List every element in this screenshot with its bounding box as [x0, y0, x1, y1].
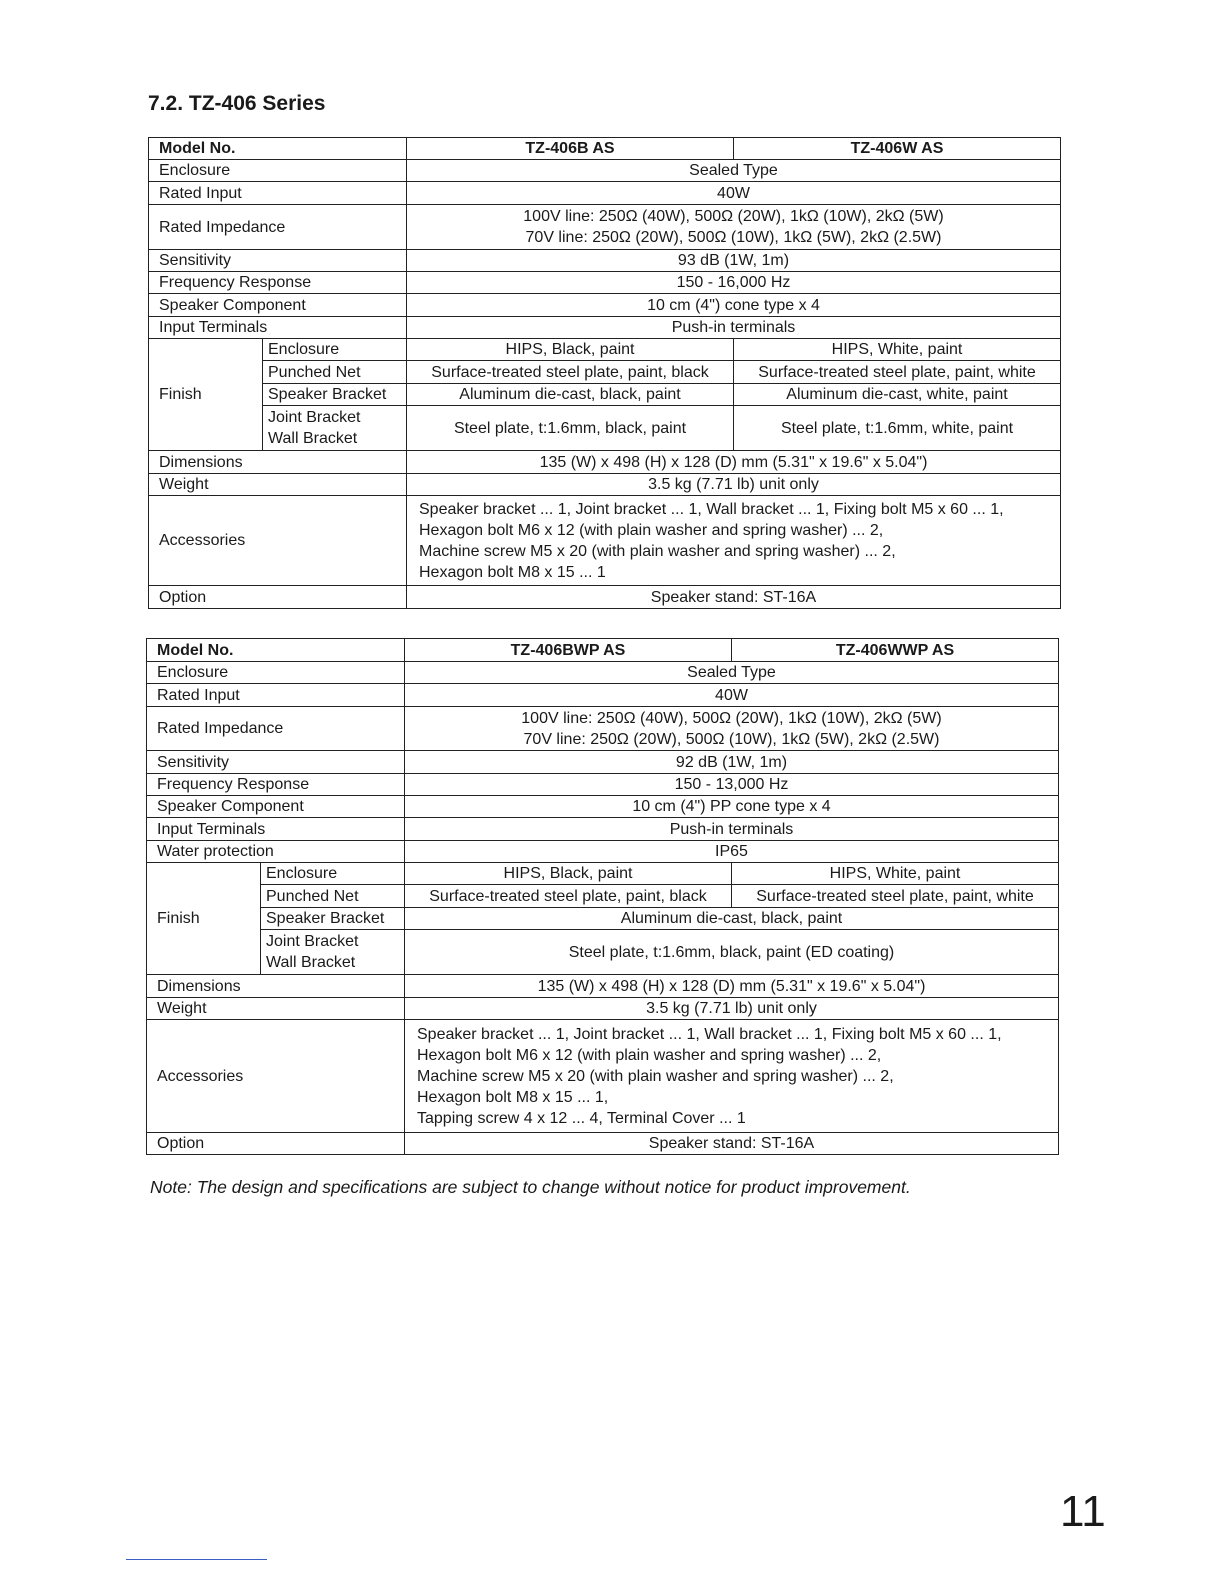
table-row [149, 451, 1061, 474]
frequency-value: 150 - 16,000 Hz [407, 272, 1061, 294]
terminals-label: Input Terminals [147, 818, 405, 841]
punched-net-white: Surface-treated steel plate, paint, white [734, 361, 1061, 384]
punched-net-white: Surface-treated steel plate, paint, white [732, 885, 1059, 908]
table-row [147, 774, 1059, 796]
impedance-label: Rated Impedance [147, 707, 405, 751]
rated-input-value: 40W [405, 684, 1059, 707]
rated-input-value: 40W [407, 182, 1061, 205]
sensitivity-value: 92 dB (1W, 1m) [405, 751, 1059, 774]
component-value: 10 cm (4") PP cone type x 4 [405, 796, 1059, 818]
finish-enclosure-white: HIPS, White, paint [732, 863, 1059, 885]
table-row [149, 294, 1061, 317]
terminals-label: Input Terminals [149, 317, 407, 339]
dimensions-value: 135 (W) x 498 (H) x 128 (D) mm (5.31" x 19.6" x 5.04") [407, 451, 1061, 474]
accessories-label: Accessories [149, 496, 407, 586]
table-row [149, 138, 1061, 160]
option-label: Option [149, 586, 407, 609]
enclosure-label: Enclosure [149, 160, 407, 182]
disclaimer-note: Note: The design and specifications are subject to change without notice for product improvement. [150, 1177, 911, 1197]
joint-wall-bracket-label [263, 406, 407, 451]
dimensions-label: Dimensions [149, 451, 407, 474]
speaker-bracket-value: Aluminum die-cast, black, paint [405, 908, 1059, 930]
table-row [149, 205, 1061, 250]
accessory-line: Hexagon bolt M6 x 12 (with plain washer and spring washer) ... 2, [417, 1046, 882, 1064]
terminals-value: Push-in terminals [405, 818, 1059, 841]
page-number: 11 [1060, 1487, 1106, 1536]
table-row [149, 586, 1061, 609]
model-name-white: TZ-406W AS [734, 138, 1061, 160]
spec-table-tz406-wp [146, 638, 1059, 1155]
table-row [147, 975, 1059, 998]
table-row [149, 182, 1061, 205]
rated-input-label: Rated Input [149, 182, 407, 205]
joint-wall-bracket-label [261, 930, 405, 975]
option-value: Speaker stand: ST-16A [407, 586, 1061, 609]
frequency-label: Frequency Response [149, 272, 407, 294]
table-row [149, 474, 1061, 496]
impedance-value [405, 707, 1059, 751]
punched-net-label: Punched Net [263, 361, 407, 384]
impedance-label: Rated Impedance [149, 205, 407, 250]
finish-enclosure-label: Enclosure [261, 863, 405, 885]
joint-wall-white: Steel plate, t:1.6mm, white, paint [734, 406, 1061, 451]
frequency-value: 150 - 13,000 Hz [405, 774, 1059, 796]
wall-bracket-label: Wall Bracket [266, 954, 356, 971]
table-row [147, 1020, 1059, 1133]
table-row [149, 250, 1061, 272]
component-label: Speaker Component [149, 294, 407, 317]
finish-label: Finish [147, 863, 261, 975]
table-row [147, 796, 1059, 818]
table-row [147, 639, 1059, 662]
table-row [147, 1133, 1059, 1155]
weight-label: Weight [147, 998, 405, 1020]
accessory-line: Hexagon bolt M6 x 12 (with plain washer and spring washer) ... 2, [419, 521, 884, 539]
finish-label: Finish [149, 339, 263, 451]
impedance-value [407, 205, 1061, 250]
table-row [147, 908, 1059, 930]
model-label: Model No. [147, 639, 405, 662]
terminals-value: Push-in terminals [407, 317, 1061, 339]
model-name-black: TZ-406B AS [407, 138, 734, 160]
dimensions-label: Dimensions [147, 975, 405, 998]
accessories-value [405, 1020, 1059, 1133]
speaker-bracket-label: Speaker Bracket [261, 908, 405, 930]
sensitivity-label: Sensitivity [149, 250, 407, 272]
water-protection-label: Water protection [147, 841, 405, 863]
frequency-label: Frequency Response [147, 774, 405, 796]
speaker-bracket-label: Speaker Bracket [263, 384, 407, 406]
table-row [149, 339, 1061, 361]
table-row [147, 662, 1059, 684]
punched-net-black: Surface-treated steel plate, paint, black [405, 885, 732, 908]
scan-mark-line [126, 1559, 267, 1560]
option-value: Speaker stand: ST-16A [405, 1133, 1059, 1155]
table-row [147, 930, 1059, 975]
table-row [147, 751, 1059, 774]
table-row [147, 707, 1059, 751]
section-heading: 7.2. TZ-406 Series [148, 92, 326, 115]
accessory-line: Hexagon bolt M8 x 15 ... 1 [419, 563, 606, 581]
impedance-100v: 100V line: 250Ω (40W), 500Ω (20W), 1kΩ (10W), 2kΩ (5W) [523, 208, 944, 225]
finish-enclosure-white: HIPS, White, paint [734, 339, 1061, 361]
model-name-black: TZ-406BWP AS [405, 639, 732, 662]
impedance-70v: 70V line: 250Ω (20W), 500Ω (10W), 1kΩ (5W), 2kΩ (2.5W) [523, 730, 940, 748]
table-row [149, 160, 1061, 182]
accessories-label: Accessories [147, 1020, 405, 1133]
impedance-70v: 70V line: 250Ω (20W), 500Ω (10W), 1kΩ (5W), 2kΩ (2.5W) [525, 229, 942, 246]
joint-bracket-label: Joint Bracket [266, 933, 359, 950]
punched-net-black: Surface-treated steel plate, paint, black [407, 361, 734, 384]
rated-input-label: Rated Input [147, 684, 405, 707]
accessory-line: Hexagon bolt M8 x 15 ... 1, [417, 1088, 609, 1106]
joint-wall-black: Steel plate, t:1.6mm, black, paint [407, 406, 734, 451]
table-row [149, 361, 1061, 384]
accessory-line: Machine screw M5 x 20 (with plain washer and spring washer) ... 2, [419, 542, 896, 560]
speaker-bracket-black: Aluminum die-cast, black, paint [407, 384, 734, 406]
table-row [149, 272, 1061, 294]
speaker-bracket-white: Aluminum die-cast, white, paint [734, 384, 1061, 406]
table-row [147, 684, 1059, 707]
table-row [147, 841, 1059, 863]
joint-wall-value: Steel plate, t:1.6mm, black, paint (ED coating) [405, 930, 1059, 975]
finish-enclosure-label: Enclosure [263, 339, 407, 361]
accessories-value [407, 496, 1061, 586]
model-label: Model No. [149, 138, 407, 160]
punched-net-label: Punched Net [261, 885, 405, 908]
table-row [147, 818, 1059, 841]
enclosure-value: Sealed Type [405, 662, 1059, 684]
weight-value: 3.5 kg (7.71 lb) unit only [405, 998, 1059, 1020]
table-row [147, 885, 1059, 908]
accessory-line: Speaker bracket ... 1, Joint bracket ... 1, Wall bracket ... 1, Fixing bolt M5 x 60 ... 1, [419, 500, 1004, 518]
component-label: Speaker Component [147, 796, 405, 818]
finish-enclosure-black: HIPS, Black, paint [405, 863, 732, 885]
model-name-white: TZ-406WWP AS [732, 639, 1059, 662]
spec-table-tz406 [148, 137, 1061, 609]
weight-value: 3.5 kg (7.71 lb) unit only [407, 474, 1061, 496]
table-row [149, 406, 1061, 451]
accessory-line: Machine screw M5 x 20 (with plain washer and spring washer) ... 2, [417, 1067, 894, 1085]
water-protection-value: IP65 [405, 841, 1059, 863]
sensitivity-label: Sensitivity [147, 751, 405, 774]
table-row [149, 317, 1061, 339]
sensitivity-value: 93 dB (1W, 1m) [407, 250, 1061, 272]
weight-label: Weight [149, 474, 407, 496]
table-row [149, 384, 1061, 406]
accessory-line: Speaker bracket ... 1, Joint bracket ... 1, Wall bracket ... 1, Fixing bolt M5 x 60 ... 1, [417, 1025, 1002, 1043]
enclosure-label: Enclosure [147, 662, 405, 684]
table-row [149, 496, 1061, 586]
table-row [147, 863, 1059, 885]
impedance-100v: 100V line: 250Ω (40W), 500Ω (20W), 1kΩ (10W), 2kΩ (5W) [521, 709, 942, 727]
wall-bracket-label: Wall Bracket [268, 430, 358, 447]
joint-bracket-label: Joint Bracket [268, 409, 361, 426]
option-label: Option [147, 1133, 405, 1155]
dimensions-value: 135 (W) x 498 (H) x 128 (D) mm (5.31" x 19.6" x 5.04") [405, 975, 1059, 998]
accessory-line: Tapping screw 4 x 12 ... 4, Terminal Cover ... 1 [417, 1109, 746, 1127]
finish-enclosure-black: HIPS, Black, paint [407, 339, 734, 361]
enclosure-value: Sealed Type [407, 160, 1061, 182]
component-value: 10 cm (4") cone type x 4 [407, 294, 1061, 317]
table-row [147, 998, 1059, 1020]
